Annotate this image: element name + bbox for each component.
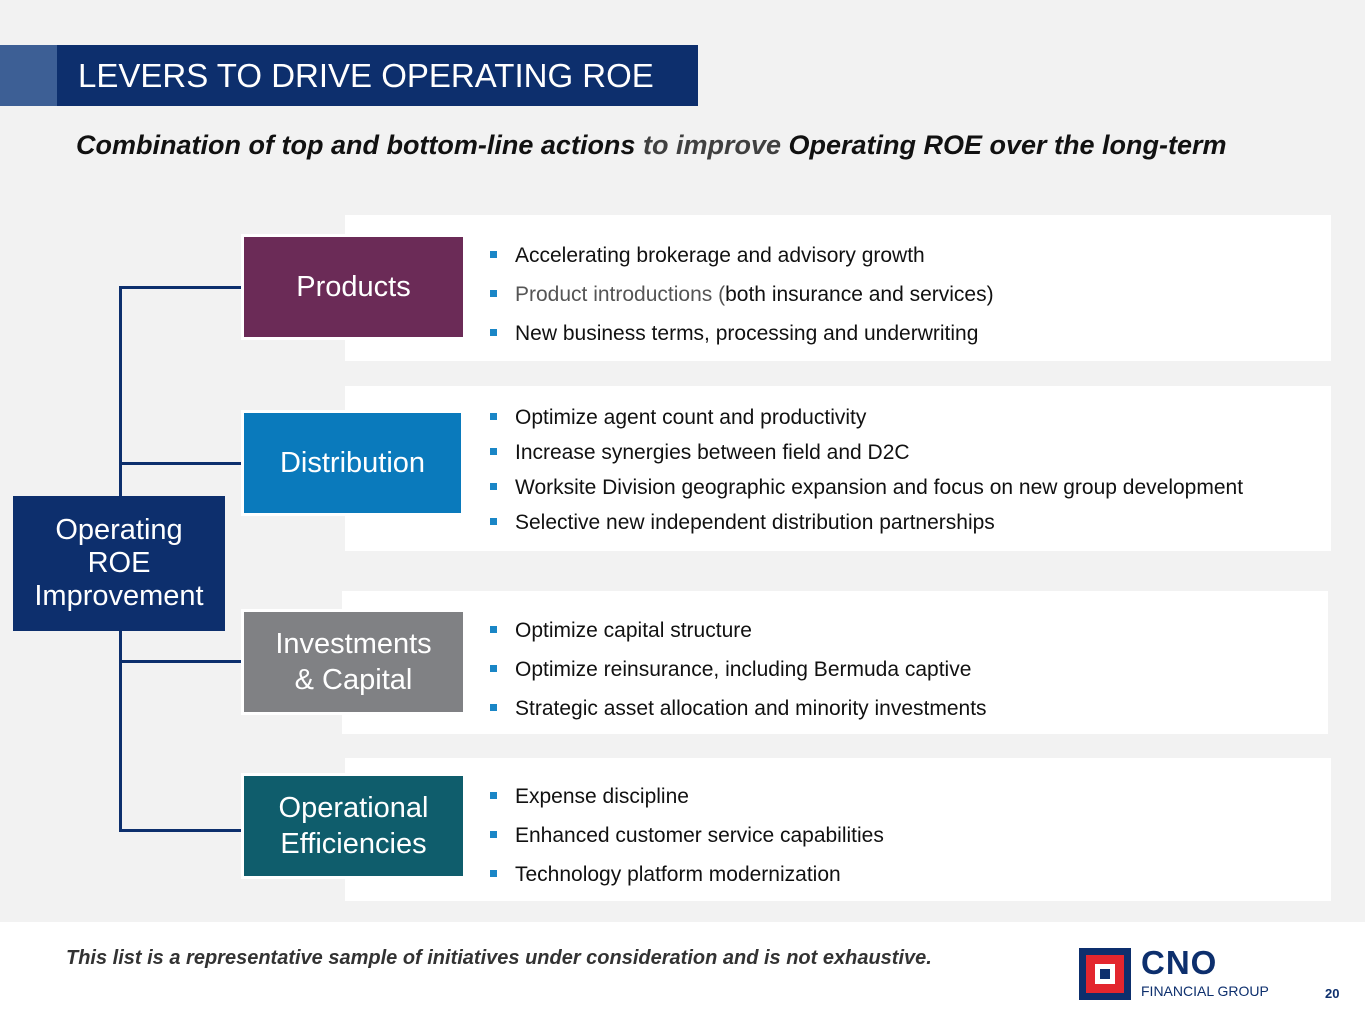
connector-operational — [119, 829, 241, 832]
slide-title-text: LEVERS TO DRIVE OPERATING ROE — [78, 56, 654, 94]
bullet-square-icon — [490, 290, 497, 297]
bullet-square-icon — [490, 665, 497, 672]
root-line-2: ROE — [87, 547, 151, 579]
slide-title — [57, 45, 698, 106]
list-item — [490, 275, 994, 314]
list-item — [490, 689, 987, 728]
list-item — [490, 816, 884, 855]
bullet-text: Optimize reinsurance, including Bermuda captive — [515, 658, 972, 681]
subtitle-part-2: to improve — [642, 130, 781, 160]
bullet-text: Worksite Division geographic expansion and focus on new group development — [515, 476, 1244, 499]
footnote: This list is a representative sample of initiatives under consideration and is not exhaustive. — [66, 947, 932, 969]
operational-label-line-1: Operational — [278, 792, 429, 824]
bullet-text: Selective new independent distribution partnerships — [515, 511, 995, 534]
bullet-square-icon — [490, 483, 497, 490]
bullet-square-icon — [490, 870, 497, 877]
bullet-square-icon — [490, 448, 497, 455]
connector-investments — [119, 660, 241, 663]
operational-efficiencies-box — [244, 776, 463, 876]
list-item — [490, 470, 1243, 505]
list-item — [490, 314, 994, 353]
cno-logo — [1079, 944, 1284, 1000]
root-line-1: Operating — [55, 514, 183, 546]
operating-roe-box — [13, 496, 225, 631]
connector-products — [119, 286, 241, 289]
connector-distribution — [119, 462, 241, 465]
distribution-label: Distribution — [279, 447, 426, 479]
distribution-bullets — [490, 400, 1243, 540]
bullet-text-grey: Product introductions ( — [515, 283, 726, 306]
operational-label-line-2: Efficiencies — [280, 828, 427, 860]
page-number: 20 — [1325, 986, 1340, 1001]
root-line-3: Improvement — [34, 580, 204, 612]
bullet-square-icon — [490, 413, 497, 420]
bullet-text: Accelerating brokerage and advisory growth — [515, 244, 925, 267]
list-item — [490, 650, 987, 689]
logo-subtitle: FINANCIAL GROUP — [1141, 983, 1269, 999]
list-item — [490, 855, 884, 894]
distribution-box — [244, 413, 461, 513]
bullet-text: Expense discipline — [515, 785, 689, 808]
cno-logo-icon — [1079, 948, 1131, 1000]
bullet-square-icon — [490, 626, 497, 633]
title-accent — [0, 45, 57, 106]
bullet-text: Strategic asset allocation and minority investments — [515, 697, 987, 720]
bullet-square-icon — [490, 792, 497, 799]
products-label: Products — [296, 271, 411, 303]
subtitle-part-1: Combination of top and bottom-line actions — [76, 130, 643, 160]
bullet-text: Optimize agent count and productivity — [515, 406, 867, 429]
investments-capital-box — [244, 612, 463, 712]
products-bullets — [490, 236, 994, 353]
subtitle-part-3: Operating ROE over the long-term — [780, 130, 1227, 160]
bullet-square-icon — [490, 251, 497, 258]
slide-subtitle — [76, 130, 1336, 161]
bullet-text: both insurance and services) — [725, 283, 994, 306]
logo-wordmark: CNO — [1141, 944, 1218, 981]
operational-bullets — [490, 777, 884, 894]
investments-bullets — [490, 611, 987, 728]
list-item — [490, 505, 1243, 540]
list-item — [490, 777, 884, 816]
bullet-square-icon — [490, 518, 497, 525]
bullet-text: Technology platform modernization — [515, 863, 841, 886]
investments-label-line-1: Investments — [275, 628, 432, 660]
list-item — [490, 236, 994, 275]
products-box — [244, 237, 463, 337]
bullet-text: Enhanced customer service capabilities — [515, 824, 884, 847]
bullet-text: Increase synergies between field and D2C — [515, 441, 910, 464]
list-item — [490, 435, 1243, 470]
bullet-square-icon — [490, 831, 497, 838]
list-item — [490, 400, 1243, 435]
investments-label-line-2: & Capital — [294, 664, 413, 696]
bullet-text: New business terms, processing and underwriting — [515, 322, 979, 345]
bullet-text: Optimize capital structure — [515, 619, 752, 642]
bullet-square-icon — [490, 329, 497, 336]
bullet-square-icon — [490, 704, 497, 711]
list-item — [490, 611, 987, 650]
